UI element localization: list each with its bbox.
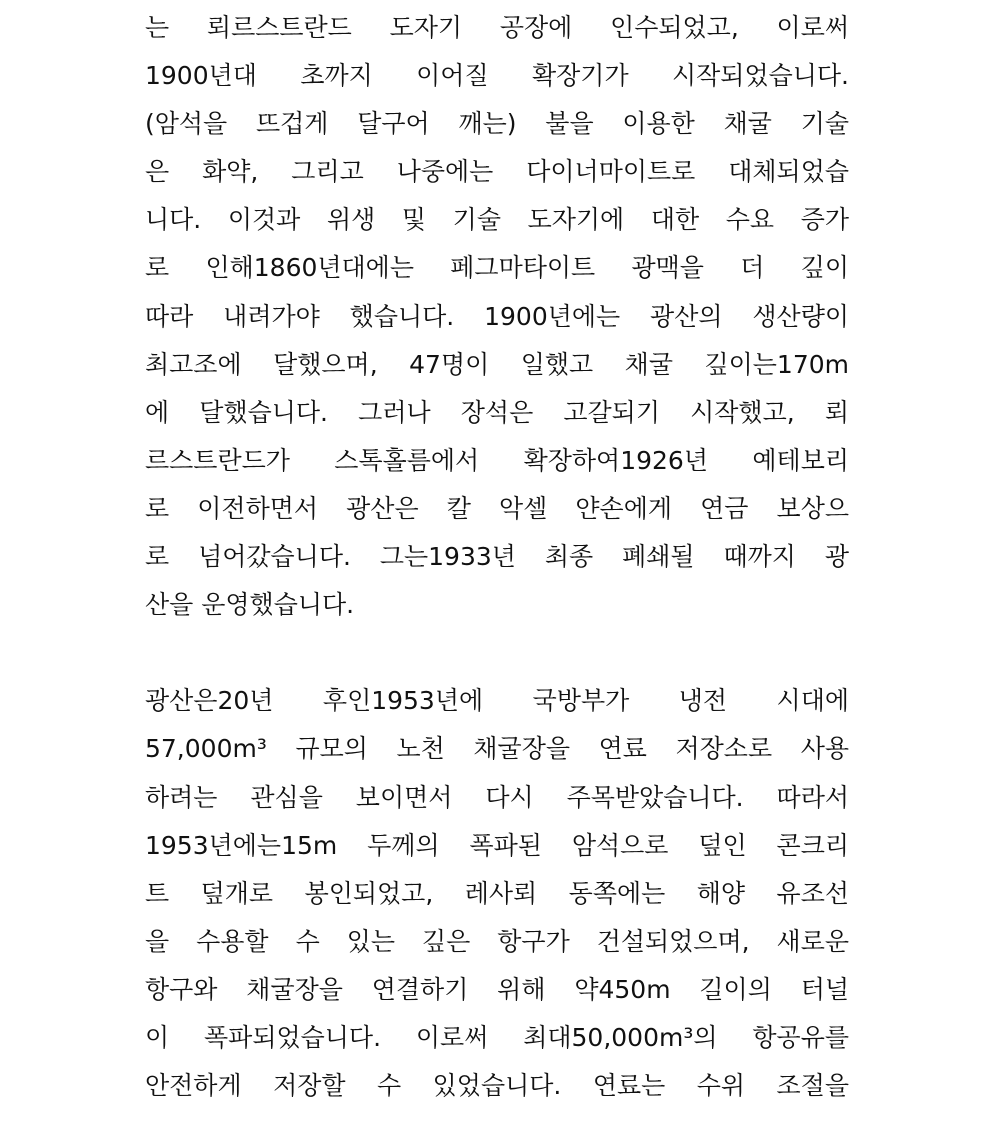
- text-line: 산을 운영했습니다.: [145, 590, 355, 620]
- document-page: [145, 4, 849, 1110]
- text-line: 로 인해1860년대에는 페그마타이트 광맥을 더 깊이: [145, 253, 849, 283]
- text-line: 르스트란드가 스톡홀름에서 확장하여1926년 예테보리: [145, 445, 849, 475]
- text-line: 하려는 관심을 보이면서 다시 주목받았습니다. 따라서: [145, 782, 849, 812]
- text-line: 57,000m³ 규모의 노천 채굴장을 연료 저장소로 사용: [145, 734, 849, 764]
- text-line: 광산은20년 후인1953년에 국방부가 냉전 시대에: [145, 686, 849, 716]
- text-line: 안전하게 저장할 수 있었습니다. 연료는 수위 조절을: [145, 1071, 849, 1101]
- paragraph-fuel-storage: [145, 677, 849, 1110]
- text-line: 은 화약, 그리고 나중에는 다이너마이트로 대체되었습: [145, 157, 849, 187]
- text-line: 최고조에 달했으며, 47명이 일했고 채굴 깊이는170m: [145, 349, 849, 379]
- paragraph-gap: [145, 629, 849, 677]
- text-line: 1953년에는15m 두께의 폭파된 암석으로 덮인 콘크리: [145, 830, 849, 860]
- text-line: 따라 내려가야 했습니다. 1900년에는 광산의 생산량이: [145, 301, 849, 331]
- paragraph-mine-history: [145, 4, 849, 629]
- text-line: 항구와 채굴장을 연결하기 위해 약450m 길이의 터널: [145, 974, 849, 1004]
- text-line: 로 넘어갔습니다. 그는1933년 최종 폐쇄될 때까지 광: [145, 542, 849, 572]
- text-line: 에 달했습니다. 그러나 장석은 고갈되기 시작했고, 뢰: [145, 397, 849, 427]
- text-line: 1900년대 초까지 이어질 확장기가 시작되었습니다.: [145, 61, 849, 91]
- text-line: 을 수용할 수 있는 깊은 항구가 건설되었으며, 새로운: [145, 926, 849, 956]
- text-line: 는 뢰르스트란드 도자기 공장에 인수되었고, 이로써: [145, 13, 849, 42]
- text-line: 로 이전하면서 광산은 칼 악셀 얀손에게 연금 보상으: [145, 493, 849, 523]
- text-line: (암석을 뜨겁게 달구어 깨는) 불을 이용한 채굴 기술: [145, 109, 849, 139]
- text-line: 니다. 이것과 위생 및 기술 도자기에 대한 수요 증가: [145, 205, 849, 235]
- text-line: 트 덮개로 봉인되었고, 레사뢰 동쪽에는 해양 유조선: [145, 878, 849, 908]
- text-line: 이 폭파되었습니다. 이로써 최대50,000m³의 항공유를: [145, 1022, 849, 1052]
